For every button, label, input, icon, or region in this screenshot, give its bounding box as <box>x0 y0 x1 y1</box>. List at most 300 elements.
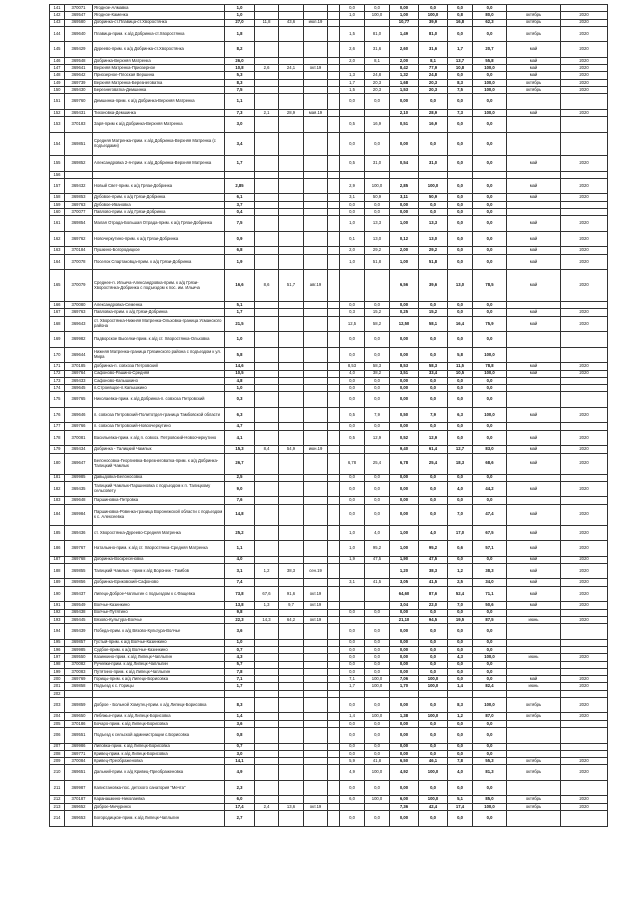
road-name-cell: Каранашкино-Николаевка <box>93 796 225 803</box>
repair-date-cell <box>304 646 328 653</box>
value-d-cell: 0,0 <box>419 302 448 309</box>
value-d-cell: 100,0 <box>419 676 448 683</box>
value-f-cell: 71,1 <box>473 586 507 602</box>
road-length-cell: 7,3 <box>225 109 255 116</box>
value-d-cell: 0,0 <box>419 392 448 408</box>
value-b-cell: 41,8 <box>365 758 390 765</box>
value-f-cell: 50,6 <box>473 602 507 609</box>
road-code-cell: 369766 <box>65 423 93 430</box>
repair-extra-cell <box>328 72 340 79</box>
completion-month-cell: май <box>507 525 561 541</box>
repair-percent-cell <box>279 26 304 42</box>
repair-percent-cell <box>279 690 304 697</box>
repair-extra-cell <box>328 12 340 19</box>
value-d-cell: 39,9 <box>419 19 448 26</box>
repair-extra-cell <box>328 347 340 363</box>
completion-month-cell <box>507 811 561 827</box>
completion-month-cell: октябрь <box>507 79 561 86</box>
row-number-cell: 150 <box>50 87 65 94</box>
completion-year-cell: 2020 <box>561 231 608 247</box>
value-f-cell: 67,5 <box>473 525 507 541</box>
table-row <box>50 796 608 803</box>
completion-year-cell: 2020 <box>561 247 608 254</box>
repair-percent-cell <box>279 474 304 481</box>
table-row <box>50 201 608 208</box>
value-d-cell: 0,0 <box>419 481 448 497</box>
value-a-cell: 0,0 <box>340 209 365 216</box>
road-name-cell: Калистановка-пос. детского санатория "Мечта" <box>93 780 225 796</box>
value-e-cell: 4,0 <box>448 765 473 781</box>
completion-year-cell <box>561 661 608 668</box>
value-d-cell: 0,0 <box>419 201 448 208</box>
completion-month-cell: май <box>507 57 561 64</box>
value-f-cell: 82,4 <box>473 683 507 690</box>
repair-length-cell <box>255 639 279 646</box>
completion-month-cell: июнь <box>507 616 561 623</box>
completion-month-cell <box>507 347 561 363</box>
repair-date-cell <box>304 430 328 446</box>
repair-length-cell: 11,8 <box>255 19 279 26</box>
repair-date-cell <box>304 57 328 64</box>
repair-percent-cell <box>279 347 304 363</box>
value-d-cell: 12,9 <box>419 430 448 446</box>
table-row <box>50 194 608 201</box>
row-number-cell: 163 <box>50 247 65 254</box>
road-name-cell: Падворское Выселки-прим. к а/д ст. Хворостянка-Ольховка <box>93 332 225 348</box>
road-length-cell: 6,0 <box>225 796 255 803</box>
row-number-cell: 214 <box>50 811 65 827</box>
road-name-cell: Средняя Матренка-прим. к а/д Добринка-Верхняя Матренка (с подъездами) <box>93 132 225 156</box>
value-c-cell: 0,50 <box>390 407 419 423</box>
value-f-cell: 0,0 <box>473 72 507 79</box>
value-d-cell <box>419 690 448 697</box>
value-e-cell: 4,0 <box>448 481 473 497</box>
value-f-cell: 0,0 <box>473 377 507 384</box>
value-d-cell: 87,6 <box>419 586 448 602</box>
completion-month-cell <box>507 377 561 384</box>
road-code-cell: 369548 <box>65 57 93 64</box>
row-number-cell: 209 <box>50 758 65 765</box>
road-name-cell: Богородицкое-прим. к а/д Липецк-Чаплыгин <box>93 811 225 827</box>
road-name-cell: Лебяжье-прим. к а/д Липецк-Борисовка <box>93 713 225 720</box>
completion-month-cell <box>507 720 561 727</box>
repair-length-cell <box>255 57 279 64</box>
road-code-cell: 369771 <box>65 750 93 757</box>
value-d-cell: 33,4 <box>419 370 448 377</box>
value-e-cell: 0,0 <box>448 423 473 430</box>
road-name-cell: Липецк-Доброе-Чаплыгин с подъездом к с.Фащевка <box>93 586 225 602</box>
table-row <box>50 363 608 370</box>
repair-length-cell <box>255 209 279 216</box>
repair-percent-cell <box>279 750 304 757</box>
road-code-cell: 369767 <box>65 541 93 557</box>
table-row <box>50 758 608 765</box>
value-a-cell: 0,0 <box>340 347 365 363</box>
value-a-cell: 2,0 <box>340 247 365 254</box>
value-d-cell: 100,0 <box>419 796 448 803</box>
row-number-cell: 157 <box>50 178 65 194</box>
repair-length-cell <box>255 497 279 504</box>
value-e-cell: 0,0 <box>448 750 473 757</box>
road-name-cell: Сафоново-Капышкино <box>93 377 225 384</box>
table-row <box>50 504 608 525</box>
value-f-cell: 38,3 <box>473 563 507 579</box>
value-b-cell <box>365 803 390 810</box>
row-number-cell: 196 <box>50 646 65 653</box>
value-f-cell: 68,6 <box>473 453 507 474</box>
repair-extra-cell <box>328 42 340 58</box>
value-b-cell: 100,0 <box>365 12 390 19</box>
value-a-cell: 0,0 <box>340 668 365 675</box>
repair-extra-cell <box>328 109 340 116</box>
value-e-cell: 7,0 <box>448 602 473 609</box>
repair-length-cell <box>255 392 279 408</box>
value-c-cell: 12,50 <box>390 316 419 332</box>
road-length-cell: 6,8 <box>225 247 255 254</box>
road-code-cell: 369646 <box>65 407 93 423</box>
completion-year-cell: 2020 <box>561 178 608 194</box>
road-code-cell: 369858 <box>65 683 93 690</box>
road-length-cell: 8,3 <box>225 697 255 713</box>
road-name-cell: п. совхоза Петровский-Политотдел-граница Тамбовской области <box>93 407 225 423</box>
value-e-cell: 0,0 <box>448 385 473 392</box>
road-length-cell: 14,8 <box>225 504 255 525</box>
row-number-cell: 206 <box>50 728 65 744</box>
value-c-cell: 1,00 <box>390 254 419 270</box>
repair-length-cell: 67,6 <box>255 586 279 602</box>
completion-month-cell <box>507 474 561 481</box>
completion-month-cell: май <box>507 42 561 58</box>
value-a-cell: 4,0 <box>340 370 365 377</box>
road-name-cell: Новочеркутино-прим. к а/д Грязи-Добринка <box>93 231 225 247</box>
row-number-cell: 185 <box>50 525 65 541</box>
value-e-cell: 0,0 <box>448 309 473 316</box>
value-c-cell: 0,51 <box>390 117 419 133</box>
repair-length-cell <box>255 201 279 208</box>
value-a-cell: 2,6 <box>340 42 365 58</box>
value-a-cell: 1,9 <box>340 556 365 563</box>
repair-extra-cell <box>328 690 340 697</box>
completion-month-cell: май <box>507 65 561 72</box>
road-code-cell: 369640 <box>65 26 93 42</box>
repair-date-cell <box>304 481 328 497</box>
value-b-cell: 0,0 <box>365 668 390 675</box>
value-d-cell: 0,0 <box>419 609 448 616</box>
road-name-cell: Вязово-Культура-Волчье <box>93 616 225 623</box>
repair-length-cell: 2,1 <box>255 109 279 116</box>
repair-length-cell <box>255 728 279 744</box>
repair-date-cell: сен.19 <box>304 563 328 579</box>
value-c-cell: 8,53 <box>390 363 419 370</box>
row-number-cell: 141 <box>50 5 65 12</box>
value-f-cell: 0,0 <box>473 661 507 668</box>
completion-year-cell: 2020 <box>561 697 608 713</box>
value-f-cell: 20,7 <box>473 42 507 58</box>
repair-extra-cell <box>328 579 340 586</box>
value-b-cell: 0,0 <box>365 609 390 616</box>
value-a-cell: 2,9 <box>340 178 365 194</box>
repair-date-cell: окт.19 <box>304 803 328 810</box>
completion-year-cell <box>561 117 608 133</box>
repair-date-cell <box>304 556 328 563</box>
road-code-cell: 369760 <box>65 94 93 110</box>
completion-month-cell: май <box>507 504 561 525</box>
value-d-cell: 0,0 <box>419 347 448 363</box>
completion-year-cell: 2020 <box>561 602 608 609</box>
repair-date-cell <box>304 302 328 309</box>
road-length-cell: 4,8 <box>225 377 255 384</box>
row-number-cell: 213 <box>50 803 65 810</box>
value-a-cell: 1,5 <box>340 26 365 42</box>
road-length-cell: 4,0 <box>225 556 255 563</box>
row-number-cell: 187 <box>50 556 65 563</box>
value-a-cell <box>340 563 365 579</box>
repair-date-cell <box>304 26 328 42</box>
completion-month-cell: май <box>507 602 561 609</box>
repair-percent-cell <box>279 117 304 133</box>
road-name-cell: Дуреево-прим. к а/д Добринка-ст.Хворостянка <box>93 42 225 58</box>
repair-extra-cell <box>328 316 340 332</box>
row-number-cell: 204 <box>50 713 65 720</box>
repair-percent-cell: 13,6 <box>279 803 304 810</box>
value-e-cell: 1,2 <box>448 713 473 720</box>
value-a-cell: 0,0 <box>340 201 365 208</box>
value-e-cell: 0,0 <box>448 231 473 247</box>
table-row <box>50 309 608 316</box>
repair-date-cell: июн.19 <box>304 446 328 453</box>
repair-length-cell: 1,2 <box>255 563 279 579</box>
repair-percent-cell <box>279 231 304 247</box>
repair-length-cell <box>255 94 279 110</box>
road-length-cell: 1,0 <box>225 639 255 646</box>
repair-date-cell <box>304 309 328 316</box>
road-length-cell: 26,0 <box>225 57 255 64</box>
value-f-cell: 100,0 <box>473 370 507 377</box>
repair-extra-cell <box>328 194 340 201</box>
row-number-cell: 198 <box>50 661 65 668</box>
value-c-cell: 0,00 <box>390 377 419 384</box>
value-d-cell: 0,0 <box>419 385 448 392</box>
road-name-cell: Давыдовка-Белоносовка <box>93 474 225 481</box>
repair-percent-cell <box>279 497 304 504</box>
road-name-cell: Талицкий Чамлык - прим к а/д Воронеж - Тамбов <box>93 563 225 579</box>
repair-date-cell: окт.19 <box>304 616 328 623</box>
repair-percent-cell <box>279 668 304 675</box>
table-row <box>50 668 608 675</box>
road-name-cell: Николаевка-прим. к а/д Добринка-п. совхоза Петровский <box>93 392 225 408</box>
completion-month-cell: май <box>507 156 561 172</box>
table-row <box>50 209 608 216</box>
value-c-cell: 0,00 <box>390 720 419 727</box>
repair-percent-cell <box>279 87 304 94</box>
value-b-cell: 0,0 <box>365 624 390 640</box>
road-name-cell: Ягодное-Алмавка <box>93 5 225 12</box>
row-number-cell: 184 <box>50 504 65 525</box>
road-code-cell: 369551 <box>65 728 93 744</box>
value-c-cell: 0,00 <box>390 132 419 156</box>
completion-year-cell <box>561 5 608 12</box>
repair-extra-cell <box>328 19 340 26</box>
road-code-cell: 370080 <box>65 302 93 309</box>
value-e-cell: 0,0 <box>448 392 473 408</box>
value-f-cell: 0,0 <box>473 5 507 12</box>
repair-date-cell <box>304 654 328 661</box>
value-c-cell: 9,40 <box>390 446 419 453</box>
value-a-cell: 0,3 <box>340 309 365 316</box>
repair-percent-cell <box>279 423 304 430</box>
road-length-cell: 16,6 <box>225 270 255 302</box>
completion-year-cell: 2020 <box>561 370 608 377</box>
repair-extra-cell <box>328 780 340 796</box>
completion-year-cell <box>561 497 608 504</box>
completion-year-cell: 2020 <box>561 504 608 525</box>
completion-year-cell <box>561 728 608 744</box>
row-number-cell: 167 <box>50 309 65 316</box>
road-code-cell: 369853 <box>65 194 93 201</box>
repair-length-cell <box>255 713 279 720</box>
value-a-cell: 0,0 <box>340 132 365 156</box>
road-name-cell: Добринка - Талицкий Чамлык <box>93 446 225 453</box>
row-number-cell: 148 <box>50 72 65 79</box>
repair-percent-cell <box>279 407 304 423</box>
completion-month-cell: май <box>507 481 561 497</box>
road-name-cell: Березнеговатка-Демшинка <box>93 87 225 94</box>
value-d-cell: 0,0 <box>419 720 448 727</box>
table-row <box>50 156 608 172</box>
road-length-cell: 15,3 <box>225 446 255 453</box>
value-e-cell: 10,5 <box>448 370 473 377</box>
repair-length-cell <box>255 690 279 697</box>
road-length-cell: 14,1 <box>225 758 255 765</box>
value-e-cell: 13,0 <box>448 270 473 302</box>
road-name-cell: Демшинка-прим. к а/д Добринка-Верхняя Матренка <box>93 94 225 110</box>
road-name-cell: п. совхоза Петровский-Новоочеркутино <box>93 423 225 430</box>
road-length-cell: 10,8 <box>225 65 255 72</box>
road-name-cell: Павлово-прим. к а/д Грязи-Добринка <box>93 209 225 216</box>
value-c-cell: 0,52 <box>390 430 419 446</box>
road-code-cell: 369762 <box>65 231 93 247</box>
value-d-cell: 0,0 <box>419 377 448 384</box>
repair-date-cell <box>304 370 328 377</box>
road-code-cell: 370185 <box>65 363 93 370</box>
value-c-cell <box>390 690 419 697</box>
repair-percent-cell <box>279 453 304 474</box>
value-c-cell: 8,42 <box>390 65 419 72</box>
value-b-cell: 0,0 <box>365 750 390 757</box>
value-e-cell: 0,0 <box>448 156 473 172</box>
value-f-cell: 100,0 <box>473 697 507 713</box>
value-c-cell: 1,00 <box>390 541 419 557</box>
value-f-cell: 100,0 <box>473 803 507 810</box>
value-e-cell: 0,0 <box>448 5 473 12</box>
value-b-cell: 29,2 <box>365 247 390 254</box>
value-b-cell: 58,3 <box>365 363 390 370</box>
completion-year-cell: 2020 <box>561 363 608 370</box>
value-a-cell <box>340 446 365 453</box>
value-d-cell: 0,0 <box>419 504 448 525</box>
value-e-cell: 4,3 <box>448 654 473 661</box>
repair-length-cell <box>255 87 279 94</box>
value-c-cell: 1,53 <box>390 87 419 94</box>
value-c-cell: 1,00 <box>390 12 419 19</box>
value-a-cell: 7,1 <box>340 676 365 683</box>
repair-length-cell <box>255 42 279 58</box>
value-b-cell: 0,0 <box>365 811 390 827</box>
repair-length-cell <box>255 5 279 12</box>
value-c-cell: 10,77 <box>390 19 419 26</box>
completion-month-cell <box>507 646 561 653</box>
value-b-cell: 0,0 <box>365 661 390 668</box>
table-row <box>50 254 608 270</box>
row-number-cell: 166 <box>50 302 65 309</box>
row-number-cell: 144 <box>50 26 65 42</box>
table-row <box>50 385 608 392</box>
repair-date-cell <box>304 363 328 370</box>
row-number-cell: 161 <box>50 216 65 232</box>
row-number-cell: 192 <box>50 609 65 616</box>
road-name-cell: Приозерное-Плоская Вершина <box>93 72 225 79</box>
value-f-cell: 75,9 <box>473 316 507 332</box>
value-c-cell: 0,00 <box>390 661 419 668</box>
value-e-cell: 17,4 <box>448 803 473 810</box>
repair-length-cell <box>255 72 279 79</box>
value-b-cell: 4,0 <box>365 525 390 541</box>
completion-year-cell: 2020 <box>561 481 608 497</box>
value-c-cell: 0,00 <box>390 609 419 616</box>
repair-length-cell <box>255 654 279 661</box>
value-a-cell: 0,0 <box>340 661 365 668</box>
repair-date-cell <box>304 87 328 94</box>
value-d-cell: 0,0 <box>419 639 448 646</box>
value-b-cell: 0,0 <box>365 94 390 110</box>
road-length-cell: 1,7 <box>225 683 255 690</box>
road-length-cell: 27,0 <box>225 19 255 26</box>
repair-percent-cell <box>279 72 304 79</box>
value-e-cell: 0,0 <box>448 624 473 640</box>
road-code-cell: 369851 <box>65 132 93 156</box>
completion-year-cell: 2020 <box>561 65 608 72</box>
value-c-cell: 0,00 <box>390 201 419 208</box>
completion-year-cell <box>561 377 608 384</box>
value-f-cell: 0,0 <box>473 497 507 504</box>
value-c-cell: 4,92 <box>390 765 419 781</box>
completion-year-cell <box>561 668 608 675</box>
repair-length-cell <box>255 481 279 497</box>
value-d-cell: 25,4 <box>419 453 448 474</box>
road-name-cell: Паршиновка-Петровка <box>93 497 225 504</box>
repair-date-cell <box>304 5 328 12</box>
road-code-cell: 369763 <box>65 201 93 208</box>
value-b-cell: 0,0 <box>365 654 390 661</box>
row-number-cell: 153 <box>50 117 65 133</box>
table-row <box>50 639 608 646</box>
completion-year-cell: 2020 <box>561 446 608 453</box>
road-name-cell: Малая Отрада-Большая Отрада-прим. к а/д Грязи-Добринка <box>93 216 225 232</box>
road-name-cell: Липовка-прим. к а/д Липецк-Борисовка <box>93 743 225 750</box>
value-c-cell: 0,00 <box>390 743 419 750</box>
value-a-cell: 0,0 <box>340 5 365 12</box>
road-name-cell: Кривец-прим. к а/д Липецк-Борисовка <box>93 750 225 757</box>
value-b-cell: 0,0 <box>365 209 390 216</box>
repair-percent-cell <box>279 370 304 377</box>
table-row <box>50 370 608 377</box>
value-c-cell: 0,00 <box>390 209 419 216</box>
value-c-cell: 0,54 <box>390 156 419 172</box>
value-f-cell: 0,0 <box>473 720 507 727</box>
value-e-cell: 0,0 <box>448 302 473 309</box>
completion-month-cell <box>507 743 561 750</box>
repair-date-cell <box>304 407 328 423</box>
